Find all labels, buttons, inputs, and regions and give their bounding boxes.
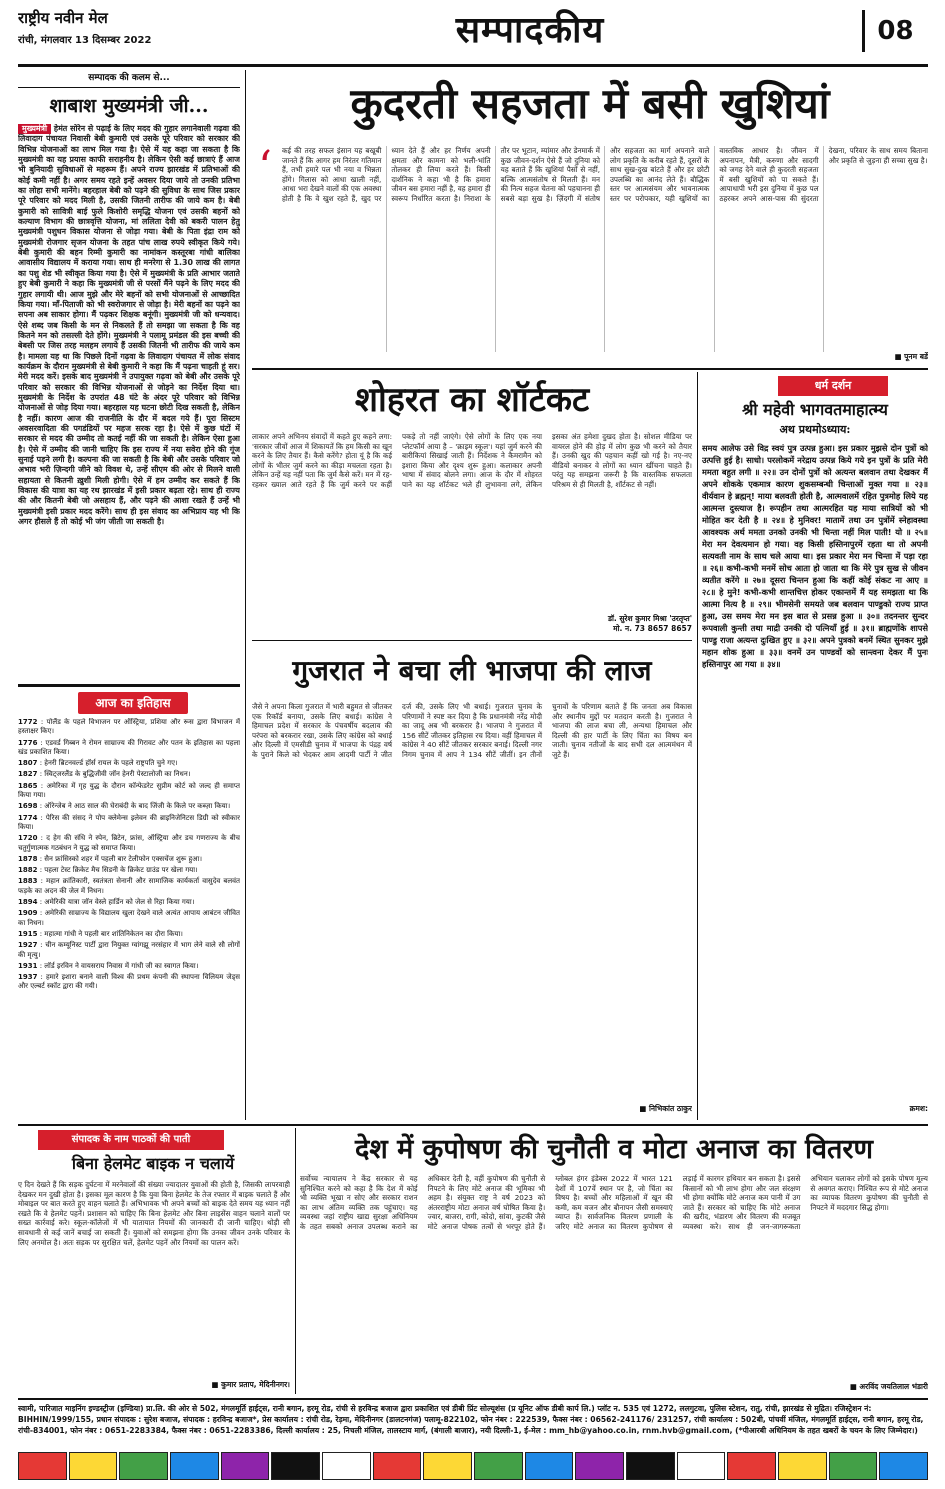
col-divider-2 bbox=[697, 372, 698, 1120]
gujarat-text: जैसे ने अपना किला गुजरात में भारी बहुमत से जीतकर एक रिकॉर्ड बनाया, उसके लिए बधाई। कांग्रेस ने हिमाचल प्रदेश में सरकार के पंचवर्षीय बदलाव की परंपरा को बरकरार रखा, उसके लिए कांग्रेस को बधाई और दिल्ली में एमसीडी चुनाव में भाजपा के पंद्रह वर्ष के पुराने किले को भेदकर आम आदमी पार्टी ने जीत दर्ज की, उसके लिए भी बधाई। गुजरात चुनाव के परिणामों ने स्पष्ट कर दिया है कि प्रधानमंत्री नरेंद्र मोदी का जादू अब भी बरकरार है। भाजपा ने गुजरात में 156 सीटें जीतकर इतिहास रच दिया। वहीं हिमाचल में कांग्रेस ने 40 सीटें जीतकर सरकार बनाई। दिल्ली नगर निगम चुनाव में आप ने 134 सीटें जीतीं। इन तीनों चुनावों के परिणाम बताते हैं कि जनता अब विकास और स्थानीय मुद्दों पर मतदान करती है। गुजरात ने भाजपा की लाज बचा ली, अन्यथा हिमाचल और दिल्ली की हार पार्टी के लिए चिंता का विषय बन जाती। चुनाव नतीजों के बाद सभी दल आत्ममंथन में जुटे हैं। bbox=[252, 702, 692, 759]
shortcut-body bbox=[252, 432, 692, 612]
history-item: 1909 : अमेरिकी साम्राज्य के विद्यालय खुला देखने वाले अत्यंत आपाय आबंटन जीवित का निधन। bbox=[18, 909, 240, 927]
dharma-label: धर्म दर्शन bbox=[778, 376, 888, 396]
bottom-rule bbox=[18, 1124, 928, 1126]
quote-mark: ‘ bbox=[258, 148, 272, 188]
masthead-block bbox=[18, 8, 218, 64]
history-text: द हेग की संधि ने स्पेन, ब्रिटेन, फ्रांस, ऑस्ट्रिया और डच गणराज्य के बीच चतुर्गुणात्मक गठबंधन ने युद्ध को समाप्त किया। bbox=[18, 834, 240, 852]
registration-strip bbox=[18, 1452, 928, 1480]
history-year: 1776 bbox=[18, 738, 38, 747]
history-item: 1927 : चीन कम्यूनिस्ट पार्टी द्वारा नियुक्त ग्वांगझू नरसंहार में भाग लेने वाले सौ लोगों की मृत्यु। bbox=[18, 941, 240, 959]
nutrition-byline: ■ अरविंद जयतिलाल भंडारी bbox=[849, 1382, 928, 1391]
pen-label: सम्पादक की कलम से... bbox=[88, 73, 170, 83]
history-item: 1931 : लॉर्ड इरविन ने वायसराय निवास में गांधी जी का स्वागत किया। bbox=[18, 961, 199, 970]
col-divider-3 bbox=[295, 1128, 296, 1394]
history-text: अमेरिका में गृह युद्ध के दौरान कॉन्फेडरेट सुप्रीम कोर्ट को जल्द ही समाप्त किया गया। bbox=[18, 781, 240, 800]
main-author-name: पूनम बर्डे bbox=[904, 352, 928, 361]
history-year: 1882 bbox=[18, 866, 38, 875]
history-year: 1915 bbox=[18, 929, 38, 938]
letters-title: बिना हेलमेट बाइक न चलायें bbox=[71, 1154, 235, 1173]
nutrition-title: देश में कुपोषण की चुनौती व मोटा अनाज का वितरण bbox=[355, 1134, 873, 1165]
section-title: सम्पादकीय bbox=[455, 9, 605, 51]
pen-label-bar bbox=[18, 70, 240, 88]
history-year: 1927 bbox=[18, 941, 38, 950]
main-text: कई की तरह सफल इंसान यह बखूबी जानते हैं कि आगर हम निरंतर गतिमान हैं, तभी हमारे पल भी नया व भिन्नता होंगे। गिलास को आधा खाली नहीं, आधा भरा देखने वालों की एक अवस्था होती है कि वे खुश रहते हैं, खुद पर ध्यान देते हैं और हर निर्णय अपनी क्षमता और कामना को भली-भांति तोलकर ही लिया करते हैं। किसी दार्शनिक ने कहा भी है कि हमारा जीवन बस हमारा नहीं है, वह हमारा ही स्वरूप निर्धारित करता है। निराशा के तौर पर भूटान, म्यांमार और डेनमार्क में कुछ जीवन-दर्शन ऐसे हैं जो दुनिया को यह बताते हैं कि खुशियां पैसों से नहीं, बल्कि आत्मसंतोष से मिलती हैं। मन की नित्य सहज चेतना को पहचानना ही सबसे बड़ा सुख है। ज़िंदगी में संतोष और सहजता का मार्ग अपनाने वाले लोग प्रकृति के करीब रहते हैं, दूसरों के साथ सुख-दुख बांटते हैं और हर छोटी उपलब्धि का आनंद लेते हैं। बौद्धिक स्तर पर आत्मसंयम और भावनात्मक स्तर पर परोपकार, यही खुशियों का वास्तविक आधार है। जीवन में अपनापन, मैत्री, करुणा और सादगी को जगह देने वाले ही कुदरती सहजता में बसी खुशियों को पा सकते हैं। आपाधापी भरी इस दुनिया में कुछ पल ठहरकर अपने आस-पास की सुंदरता देखना, परिवार के साथ समय बिताना और प्रकृति से जुड़ना ही सच्चा सुख है। bbox=[282, 146, 928, 203]
history-year: 1827 bbox=[18, 770, 38, 779]
history-year: 1698 bbox=[18, 802, 38, 811]
shortcut-byline bbox=[500, 614, 692, 636]
history-text: पोलैंड के पहले विभाजन पर ऑस्ट्रिया, प्रशिया और रूस द्वारा विभाजन में हस्ताक्षर किए। bbox=[18, 718, 240, 736]
letters-author: कुमार प्रताप, मेदिनीनगर। bbox=[221, 1380, 290, 1389]
gujarat-body bbox=[252, 702, 692, 1098]
history-year: 1774 bbox=[18, 813, 38, 822]
letters-label: संपादक के नाम पाठकों की पाती bbox=[38, 1130, 224, 1150]
history-year: 1772 bbox=[18, 718, 38, 726]
dharma-verses bbox=[702, 442, 928, 1098]
history-text: अमेरिकी यात्रा जॉन वेस्ले हार्डिन को जेल से रिहा किया गया। bbox=[44, 898, 195, 907]
main-author: ■ पूनम बर्डे bbox=[894, 352, 928, 361]
history-year: 1720 bbox=[18, 834, 38, 843]
nutrition-text: सर्वोच्च न्यायालय ने केंद्र सरकार से यह सुनिश्चित करने को कहा है कि देश में कोई भी व्यक्ति भूखा न सोए और सरकार राशन का लाभ अंतिम व्यक्ति तक पहुंचाए। यह व्यवस्था जहां राष्ट्रीय खाद्य सुरक्षा अधिनियम के तहत सबको अनाज उपलब्ध कराने का अधिकार देती है, वहीं कुपोषण की चुनौती से निपटने के लिए मोटे अनाज की भूमिका भी अहम है। संयुक्त राष्ट्र ने वर्ष 2023 को अंतरराष्ट्रीय मोटा अनाज वर्ष घोषित किया है। ज्वार, बाजरा, रागी, कोदो, सांवा, कुटकी जैसे मोटे अनाज पोषक तत्वों से भरपूर होते हैं। ग्लोबल हंगर इंडेक्स 2022 में भारत 121 देशों में 107वें स्थान पर है, जो चिंता का विषय है। बच्चों और महिलाओं में खून की कमी, कम वजन और बौनापन जैसी समस्याएं व्याप्त हैं। सार्वजनिक वितरण प्रणाली के जरिए मोटे अनाज का वितरण कुपोषण से लड़ाई में कारगर हथियार बन सकता है। इससे किसानों को भी लाभ होगा और जल संरक्षण भी होगा क्योंकि मोटे अनाज कम पानी में उग जाते हैं। सरकार को चाहिए कि मोटे अनाज की खरीद, भंडारण और वितरण की मजबूत व्यवस्था करे। साथ ही जन-जागरूकता अभियान चलाकर लोगों को इसके पोषण मूल्य से अवगत कराए। निश्चित रूप से मोटे अनाज का व्यापक वितरण कुपोषण की चुनौती से निपटने में मददगार सिद्ध होगा। bbox=[300, 1174, 928, 1231]
history-text: सैन फ्रांसिस्को शहर में पहली बार टेलीफोन एक्सचेंज शुरू हुआ। bbox=[44, 854, 202, 863]
history-text: लॉर्ड इरविन ने वायसराय निवास में गांधी जी का स्वागत किया। bbox=[44, 961, 199, 970]
dharma-title: श्री महेवी भागवतमाहात्म्य bbox=[742, 400, 888, 419]
history-title: आज का इतिहास bbox=[78, 692, 188, 714]
history-item: 1807 : हेनरी ब्रिटनवर्ल्ड हॉर्स रायल के पहले राष्ट्रपति चुने गए। bbox=[18, 759, 178, 768]
history-item: 1878 : सैन फ्रांसिस्को शहर में पहली बार टेलीफोन एक्सचेंज शुरू हुआ। bbox=[18, 854, 202, 863]
history-item: 1698 : ऑरेन्जेब ने आठ साल की घेराबंदी के बाद जिंजी के किले पर कब्ज़ा किया। bbox=[18, 802, 231, 811]
main-body bbox=[282, 146, 928, 352]
history-item: 1827 : स्विट्जरलैंड के बुद्धिजीवी जॉन हेनरी पेस्टालोजी का निधन। bbox=[18, 770, 191, 779]
history-text: पेरिस की संसद ने पोप क्लेमेन्स इलेवन की ब्राइनिजेनिटस डिग्री को स्वीकार किया। bbox=[18, 813, 240, 831]
imprint-text: स्वामी, पारिजात माइनिंग इण्डस्ट्रीज (इण्डिया) प्रा.लि. की ओर से 502, मंगलमूर्ति हाईट्स, रानी बगान, हरमू रोड, रांची से हरविन्द्र बजाज द्वारा प्रकाशित एवं डीबी प्रिंट सोल्यूशंस (प्र यूनिट ऑफ डीबी कार्प लि.) प्लॉट न. 535 एवं 1272, ललगुटवा, पुलिस स्टेशन, रातु, रांची, झारखंड से मुद्रित। रजिस्ट्रेशन नं: BIHHIN/1999/155, प्रधान संपादक : सुरेश बजाज, संपादक : हरविन्द्र बजाज*, प्रेस कार्यालय : रांची रोड, रेड़मा, मेदिनीनगर (डालटनगंज) पलामू-822102, फोन नंबर : 222539, फैक्स नंबर : 06562-241176/ 231257, रांची कार्यालय : 502बी, पांचवीं मंजिल, मंगलमूर्ति हाईट्स, रानी बगान, हरमू रोड, रांची-834001, फोन नंबर : 0651-2283384, फैक्स नंबर : 0651-2283386, दिल्ली कार्यालय : 25, निचली मंजिल, तालस्टाय मार्ग, (बंगाली बाजार), नयी दिल्ली-1, ई-मेल : mm_hb@yahoo.co.in, rnm.hvb@gmail.com, (*पीआरबी अधिनियम के तहत खबरों के चयन के लिए जिम्मेदार।) bbox=[18, 1404, 924, 1435]
masthead: राष्ट्रीय नवीन मेल bbox=[18, 9, 108, 27]
history-item: 1882 : पहला टेस्ट क्रिकेट मैच सिडनी के क्रिकेट ग्राउंड पर खेला गया। bbox=[18, 866, 198, 875]
history-text: चीन कम्यूनिस्ट पार्टी द्वारा नियुक्त ग्वांगझू नरसंहार में भाग लेने वाले सौ लोगों की मृत्यु। bbox=[18, 941, 240, 959]
history-year: 1931 bbox=[18, 961, 38, 970]
letters-byline: ■ कुमार प्रताप, मेदिनीनगर। bbox=[211, 1380, 290, 1389]
history-item: 1894 : अमेरिकी यात्रा जॉन वेस्ले हार्डिन को जेल से रिहा किया गया। bbox=[18, 898, 195, 907]
history-text: ऑरेन्जेब ने आठ साल की घेराबंदी के बाद जिंजी के किले पर कब्ज़ा किया। bbox=[44, 802, 231, 811]
editorial-body bbox=[18, 124, 240, 678]
dharma-subtitle: अथ प्रथमोऽध्याय: bbox=[779, 423, 851, 436]
history-text: हमारे इशारा बनाने वाली विश्व की प्रथम कंपनी की स्थापना विलियम जेड्स और एल्बर्ट स्कॉट द्वारा की गयी। bbox=[18, 973, 240, 991]
header-rule bbox=[18, 64, 928, 67]
dharma-label-box bbox=[778, 376, 888, 396]
shortcut-title: शोहरत का शॉर्टकट bbox=[354, 380, 590, 420]
nutrition-author: अरविंद जयतिलाल भंडारी bbox=[859, 1382, 928, 1391]
history-text: एडवर्ड गिब्बन ने रोमन साम्राज्य की गिरावट और पतन के इतिहास का पहला खंड प्रकाशित किया। bbox=[18, 738, 240, 756]
gujarat-title: गुजरात ने बचा ली भाजपा की लाज bbox=[292, 654, 652, 687]
col-divider-1 bbox=[245, 70, 246, 1120]
history-item: 1776 : एडवर्ड गिब्बन ने रोमन साम्राज्य की गिरावट और पतन के इतिहास का पहला खंड प्रकाशित किया। bbox=[18, 738, 240, 756]
issue-date: रांची, मंगलवार 13 दिसम्बर 2022 bbox=[18, 35, 152, 46]
history-item: 1937 : हमारे इशारा बनाने वाली विश्व की प्रथम कंपनी की स्थापना विलियम जेड्स और एल्बर्ट स्कॉट द्वारा की गयी। bbox=[18, 973, 240, 991]
history-list bbox=[18, 718, 240, 1120]
editorial-text: हेमंत सोरेन से पढ़ाई के लिए मदद की गुहार लगानेवाली गढ़वा की लिवादाग पंचायत निवासी बेबी कुमारी एवं उसके पूरे परिवार को सरकार की विभिन्न योजनाओं का लाभ मिल गया है। ऐसे में यह कहा जा सकता है कि मुख्यमंत्री का यह प्रयास काफी सराहनीय है। लेकिन ऐसी कई छात्राएं हैं आज भी बुनियादी सुविधाओं से महरूम हैं। अपने राज्य झारखंड में प्रतिभाओं की कोई कमी नहीं है। अगर समय रहते इन्हें अवसर दिया जाये तो उनकी प्रतिभा का लोहा सभी मानेंगे। बहरहाल बेबी को पढ़ने की सुविधा के साथ जिस प्रकार पूरे परिवार को मदद मिली है, उसकी जितनी तारीफ की जाये कम है। बेबी कुमारी को सावित्री बाई फुले किशोरी समृद्धि योजना एवं उसकी बहनों को कल्याण विभाग की छात्रवृत्ति योजना, मां ललिता देवी को बकरी पालन हेतु मुख्यमंत्री पशुधन विकास योजना से जोड़ा गया। बेबी के पिता इंद्रा राम को मुख्यमंत्री रोजगार सृजन योजना के तहत पांच लाख रुपये स्वीकृत किये गये। बेबी कुमारी की बहन रिम्मी कुमारी का नामांकन कस्तूरबा गांधी बालिका आवासीय विद्यालय में कराया गया। साथ ही मनरेगा से 1.30 लाख की लागत का पशु शेड भी स्वीकृत किया गया है। ऐसे में मुख्यमंत्री के प्रति आभार जताते हुए बेबी कुमारी ने कहा कि मुख्यमंत्री जी से परसों मैंने पढ़ने के लिए मदद की गुहार लगायी थी। आज मुझे और मेरे बहनों को सभी योजनाओं से आच्छादित किया गया। माँ-पिताजी को भी स्वरोजगार से जोड़ा है। मेरी बहनों का पढ़ने का सपना अब साकार होगा। मैं पढ़कर शिक्षक बनूंगी। मुख्यमंत्री जी को धन्यवाद। ऐसे शब्द जब किसी के मन से निकलते हैं तो समझा जा सकता है कि वह कितने मन को तसल्ली देते होंगे। मुख्यमंत्री ने पलामू प्रमंडल की इस बच्ची की बेबसी पर जिस तरह मलहम लगाये हैं उसकी जितनी भी तारीफ की जाये कम है। मामला यह था कि पिछले दिनों गढ़वा के लिवादाग पंचायत में लोक संवाद कार्यक्रम के दौरान मुख्यमंत्री से बेबी कुमारी ने कहा कि मैं पढ़ना चाहती हूं सर। मेरी मदद करें। इसके बाद मुख्यमंत्री ने उपायुक्त गढ़वा को बेबी और उसके पूरे परिवार को सरकार की विभिन्न योजनाओं से जोड़ने का निर्देश दिया था। मुख्यमंत्री के निर्देश के उपरांत 48 घंटे के अंदर पूरे परिवार को विभिन्न योजनाओं से जोड़ दिया गया। बहरहाल यह घटना छोटी दिख सकती है, लेकिन है नहीं। कारण आज की राजनीति के दौर में बदल गये हैं। पूरा सिस्टम अवसरवादिता की पगडंडियों पर महज सरक रहा है। ऐसे में कुछ घंटों में सरकार से मदद की उम्मीद तो कतई नहीं की जा सकती है। लेकिन ऐसा हुआ है। ऐसे में उम्मीद की जानी चाहिए कि इस राज्य में नया सवेरा होने की गूंज सुनाई पड़ने लगी है। कल्पना की जा सकती है कि बेबी और उसके परिवार जो अभाव भरी ज़िन्दगी जीने को विवश थे, उन्हें सीएम की ओर से मिलने वाली सहायता से कितनी ख़ुशी मिली होगी। ऐसे में हम उम्मीद कर सकते हैं कि विकास की यात्रा का यह रथ झारखंड में इसी प्रकार बढ़ता रहे। साथ ही राज्य की और कितनी बेबी जो असहाय हैं, और पढ़ने की आशा रखते हैं उन्हें भी मुख्यमंत्री इसी प्रकार मदद करेंगे। साथ ही इस संवाद का अभिप्राय यह भी कि अगर हौसले हैं तो कोई भी जंग जीती जा सकती है। bbox=[18, 124, 240, 527]
letters-body bbox=[18, 1180, 290, 1376]
history-item: 1720 : द हेग की संधि ने स्पेन, ब्रिटेन, फ्रांस, ऑस्ट्रिया और डच गणराज्य के बीच चतुर्गुणात्मक गठबंधन ने युद्ध को समाप्त किया। bbox=[18, 834, 240, 852]
history-item: 1915 : महात्मा गांधी ने पहली बार शांतिनिकेतन का दौरा किया। bbox=[18, 929, 183, 938]
history-text: महात्मा गांधी ने पहली बार शांतिनिकेतन का दौरा किया। bbox=[44, 929, 183, 938]
gujarat-byline: ■ निभिकांत ठाकुर bbox=[639, 1104, 692, 1113]
history-text: अमेरिकी साम्राज्य के विद्यालय खुला देखने वाले अत्यंत आपाय आबंटन जीवित का निधन। bbox=[18, 909, 240, 927]
history-year: 1878 bbox=[18, 854, 38, 863]
editorial-lead: मुख्यमंत्री bbox=[18, 124, 51, 134]
shortcut-rule bbox=[252, 640, 692, 641]
history-rule bbox=[18, 684, 240, 687]
letters-label-box bbox=[38, 1130, 224, 1150]
history-year: 1937 bbox=[18, 973, 38, 982]
history-item: 1865 : अमेरिका में गृह युद्ध के दौरान कॉन्फेडरेट सुप्रीम कोर्ट को जल्द ही समाप्त किया गया। bbox=[18, 781, 240, 800]
nutrition-body bbox=[300, 1174, 928, 1380]
history-item: 1883 : महान क्रांतिकारी, स्वतंत्रता सेनानी और सामाजिक कार्यकर्ता वासुदेव बलवंत फड़के का अदन की जेल में निधन। bbox=[18, 877, 240, 895]
main-rule bbox=[252, 368, 928, 370]
history-year: 1883 bbox=[18, 877, 38, 886]
history-text: पहला टेस्ट क्रिकेट मैच सिडनी के क्रिकेट ग्राउंड पर खेला गया। bbox=[44, 866, 198, 875]
dharma-end: क्रमश: bbox=[909, 1104, 928, 1113]
history-year: 1894 bbox=[18, 898, 38, 907]
history-year: 1909 bbox=[18, 909, 38, 918]
imprint-footer bbox=[18, 1398, 928, 1446]
history-year: 1865 bbox=[18, 781, 38, 790]
page-number: 08 bbox=[862, 10, 926, 52]
gujarat-author: निभिकांत ठाकुर bbox=[648, 1104, 692, 1113]
letters-text: ए दिन देखते हैं कि सड़क दुर्घटना में मरनेवालों की संख्या ज्यादातर युवाओं की होती है, जिसकी लापरवाही देखकर मन दुखी होता है। इसका मूल कारण है कि युवा बिना हेलमेट के तेज रफ्तार में बाइक चलाते हैं और मोबाइल पर बात करते हुए वाहन चलाते हैं। अभिभावक भी अपने बच्चों को बाइक देते समय यह ध्यान नहीं रखते कि वे हेलमेट पहनें। प्रशासन को चाहिए कि बिना हेलमेट और बिना लाइसेंस वाहन चलाने वालों पर सख्त कार्रवाई करे। स्कूल-कॉलेजों में भी यातायात नियमों की जानकारी दी जानी चाहिए। थोड़ी सी सावधानी से कई जानें बचाई जा सकती हैं। युवाओं को समझना होगा कि उनका जीवन उनके परिवार के लिए अनमोल है। अतः सड़क पर सुरक्षित चलें, हेलमेट पहनें और नियमों का पालन करें। bbox=[18, 1180, 290, 1247]
history-text: महान क्रांतिकारी, स्वतंत्रता सेनानी और सामाजिक कार्यकर्ता वासुदेव बलवंत फड़के का अदन की जेल में निधन। bbox=[18, 877, 240, 895]
editorial-title: शाबाश मुख्यमंत्री जी... bbox=[49, 95, 209, 117]
history-item: 1772 : पोलैंड के पहले विभाजन पर ऑस्ट्रिया, प्रशिया और रूस द्वारा विभाजन में हस्ताक्षर किए। bbox=[18, 718, 240, 736]
history-text: स्विट्जरलैंड के बुद्धिजीवी जॉन हेनरी पेस्टालोजी का निधन। bbox=[44, 770, 191, 779]
history-item: 1774 : पेरिस की संसद ने पोप क्लेमेन्स इलेवन की ब्राइनिजेनिटस डिग्री को स्वीकार किया। bbox=[18, 813, 240, 831]
history-year: 1807 bbox=[18, 759, 38, 768]
shortcut-author: डॉ. सुरेश कुमार मिश्रा 'उरतृप्त' bbox=[607, 614, 692, 623]
shortcut-text: लाकार अपने अभिनय संवादों में कहते हुए कहने लगा: 'सरकार जीवों आज में शिकायतें कि हम किसी का खून करने के लिए तैयार हैं। कैसे करेंगे? होता यूं है कि कई लोगों के भीतर जुर्म करने का कीड़ा मचलता रहता है। लेकिन उन्हें यह नहीं पता कि जुर्म कैसे करें। मन में रह-रहकर ख्याल आते रहते हैं कि जुर्म करने पर कहीं पकड़े तो नहीं जाएंगे। ऐसे लोगों के लिए एक नया प्लेटफॉर्म आया है – 'क्राइम स्कूल'। यहां जुर्म करने की बारीकियां सिखाई जाती हैं। निर्देशक ने कैमरामैन को इशारा किया और दृश्य शुरू हुआ। कलाकार अपनी भाषा में संवाद बोलने लगा। आज के दौर में शोहरत पाने का यह शॉर्टकट भले ही लुभावना लगे, लेकिन इसका अंत हमेशा दुखद होता है। सोशल मीडिया पर वायरल होने की होड़ में लोग कुछ भी करने को तैयार हैं। उनकी खुद की पहचान कहीं खो गई है। नए-नए वीडियो बनाकर वे लोगों का ध्यान खींचना चाहते हैं। परंतु यह समझना जरूरी है कि वास्तविक सफलता परिश्रम से ही मिलती है, शॉर्टकट से नहीं। bbox=[252, 432, 692, 489]
history-title-box bbox=[78, 692, 188, 714]
dharma-verse-text: समय आलेफ उसे विद्र स्वयं पुत्र उत्पन्न हुआ। इस प्रकार मुझसे दोन पुत्रों को उत्पत्ति हुई है। साधो। परलोकमें नरेद्राय उत्पन्न किये गये इन पुत्रों के प्रति मेरी ममता बहुत लगी ॥ २२॥ उन दोनों पुत्रों को अत्यन्त बलवान तथा देखकर मैं अपने शोकके एकमात्र कारण शुकसम्बन्धी चिन्ताओं मुक्त गया ॥ २३॥ वीर्यवान हे ब्रह्मन्‌! माया बलवती होती है, आत्मवालमें रहित पुत्रमोह लिये यह आत्मन्त दुस्त्याज है। रूपहीन तथा आत्मरहित यह माया सात्रियों को भी मोहित कर देती है ॥ २४॥ हे मुनिवर! मातामें तथा उन पुत्रोंमें स्नेहावस्था आवश्यक अर्थ ममता उनको उनकी भी चिन्ता नहीं मिल पाती! यो ॥ २५॥ मेरा मन देवत्यमान हो गया। वह किसी हस्तिनापुरमें रहता था तो अपनी सत्यवती नाम के साथ चले आया था। इस प्रकार मेरा मन चिन्ता में पड़ा रहा ॥ २६॥ कभी-कभी मनमें सोच आता हो जाता था कि मेरे पुत्र सुख से जीवन व्यतीत करेंगे ॥ २७॥ दूसरा चिन्तन हुआ कि कहीं कोई संकट ना आए ॥ २८॥ हे मुने! कभी-कभी शान्तचित्त होकर एकान्तमें मैं यह समझता था कि आत्मा नित्य है ॥ २९॥ भीमसेनी समयते जब बलवान पाण्डुको राज्य प्राप्त हुआ, उस समय मेरा मन इस बात से प्रसन्न हुआ ॥ ३०॥ तदनन्तर सुन्दर रूपवाली कुन्ती तथा माद्री उनकी दो पत्नियाँ हुई ॥ ३१॥ ब्राह्मणोंके शापसे पाण्डु राजा अत्यन्त दुःखित हुए ॥ ३२॥ अपने पुत्रको बनमें स्थित सुनकर मुझे महान शोक हुआ ॥ ३३॥ वनमें उन पाण्डवों को सान्त्वना देकर मैं पुनः हस्तिनापुर आ गया ॥ ३४॥ bbox=[702, 443, 928, 669]
main-title: कुदरती सहजता में बसी खुशियां bbox=[350, 79, 830, 128]
shortcut-phone: मो. न. 73 8657 8657 bbox=[613, 624, 692, 633]
history-text: हेनरी ब्रिटनवर्ल्ड हॉर्स रायल के पहले राष्ट्रपति चुने गए। bbox=[44, 759, 178, 768]
